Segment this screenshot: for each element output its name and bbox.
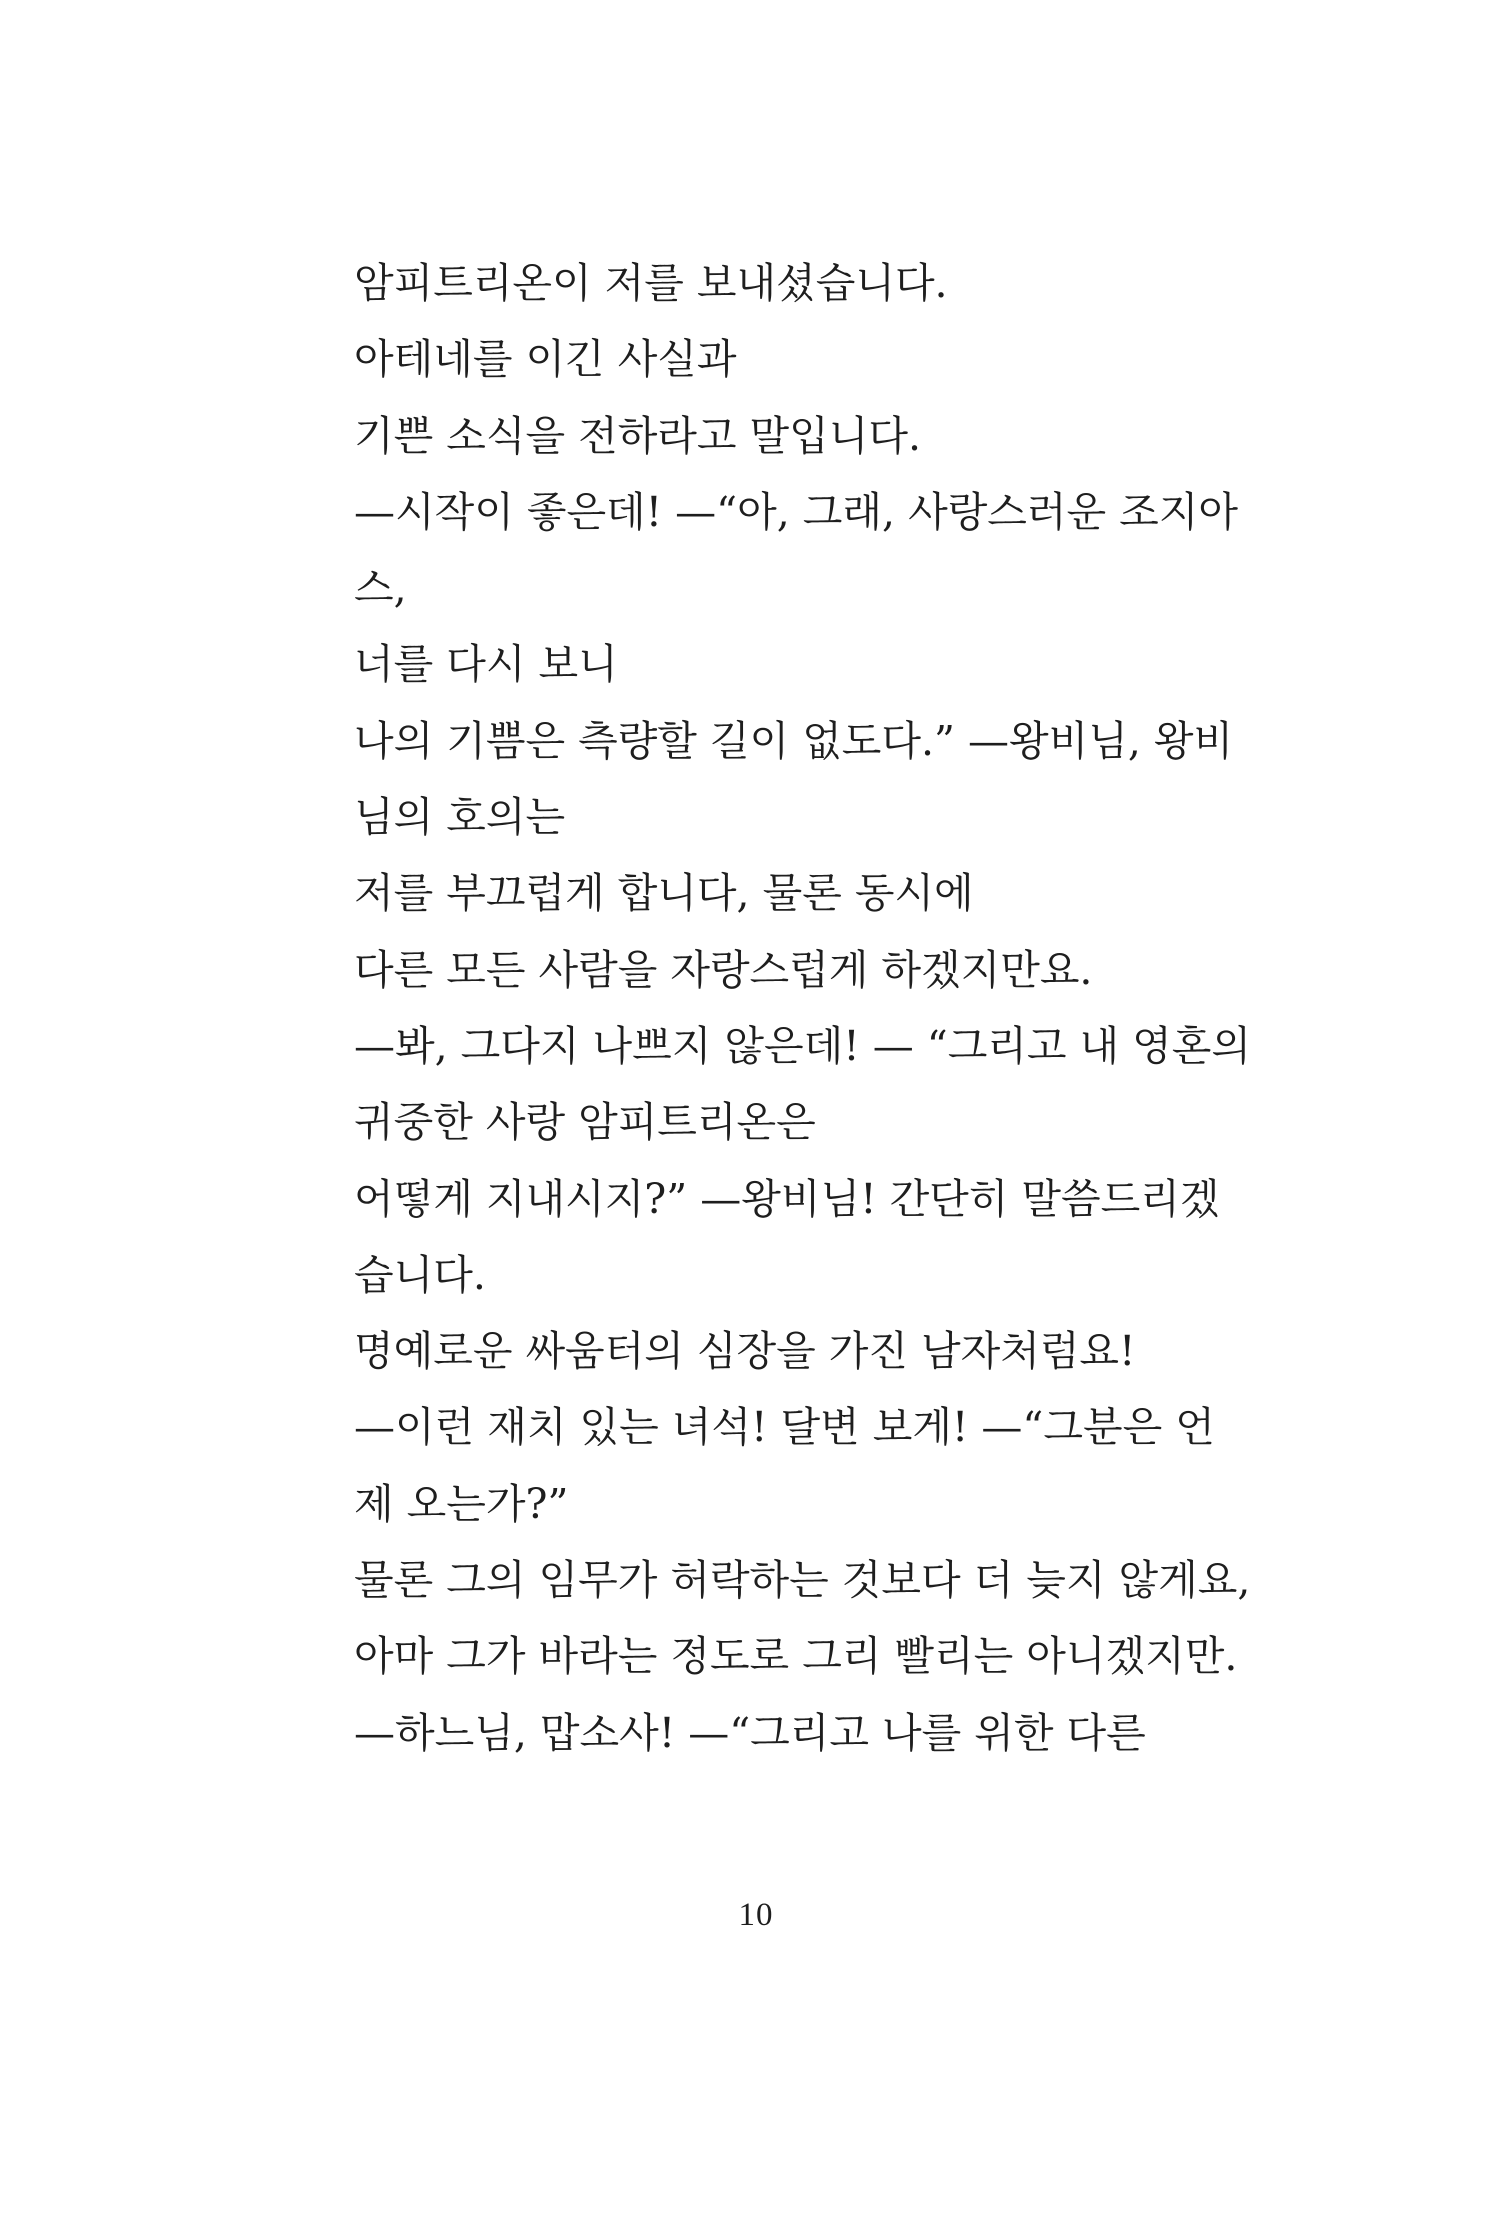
body-text [354,245,1251,1771]
text-line: 나의 기쁨은 측량할 길이 없도다.” —왕비님, 왕비 [354,716,1234,765]
text-line: 님의 호의는 [354,793,566,842]
text-line: 아테네를 이긴 사실과 [354,335,737,384]
page-number: 10 [738,1897,774,1933]
text-line: 기쁜 소식을 전하라고 말입니다. [354,411,922,460]
text-line: 다른 모든 사람을 자랑스럽게 하겠지만요. [354,945,1093,994]
text-line: —봐, 그다지 나쁘지 않은데! — “그리고 내 영혼의 [354,1021,1251,1070]
text-line: 어떻게 지내시지?” —왕비님! 간단히 말씀드리겠 [354,1174,1220,1223]
text-line: —이런 재치 있는 녀석! 달변 보게! —“그분은 언 [354,1403,1215,1452]
text-line: 너를 다시 보니 [354,640,618,689]
text-line: 암피트리온이 저를 보내셨습니다. [354,259,948,307]
text-line: 스, [354,564,407,613]
text-line: —시작이 좋은데! —“아, 그래, 사랑스러운 조지아 [354,487,1238,536]
text-line: —하느님, 맙소사! —“그리고 나를 위한 다른 [354,1708,1146,1757]
text-line: 물론 그의 임무가 허락하는 것보다 더 늦지 않게요, [354,1556,1251,1605]
text-line: 저를 부끄럽게 합니다, 물론 동시에 [354,869,974,918]
text-line: 제 오는가?” [354,1479,569,1528]
text-line: 아마 그가 바라는 정도로 그리 빨리는 아니겠지만. [354,1632,1238,1681]
text-line: 귀중한 사랑 암피트리온은 [354,1098,816,1147]
text-line: 명예로운 싸움터의 심장을 가진 남자처럼요! [354,1327,1136,1376]
text-line: 습니다. [354,1250,486,1299]
